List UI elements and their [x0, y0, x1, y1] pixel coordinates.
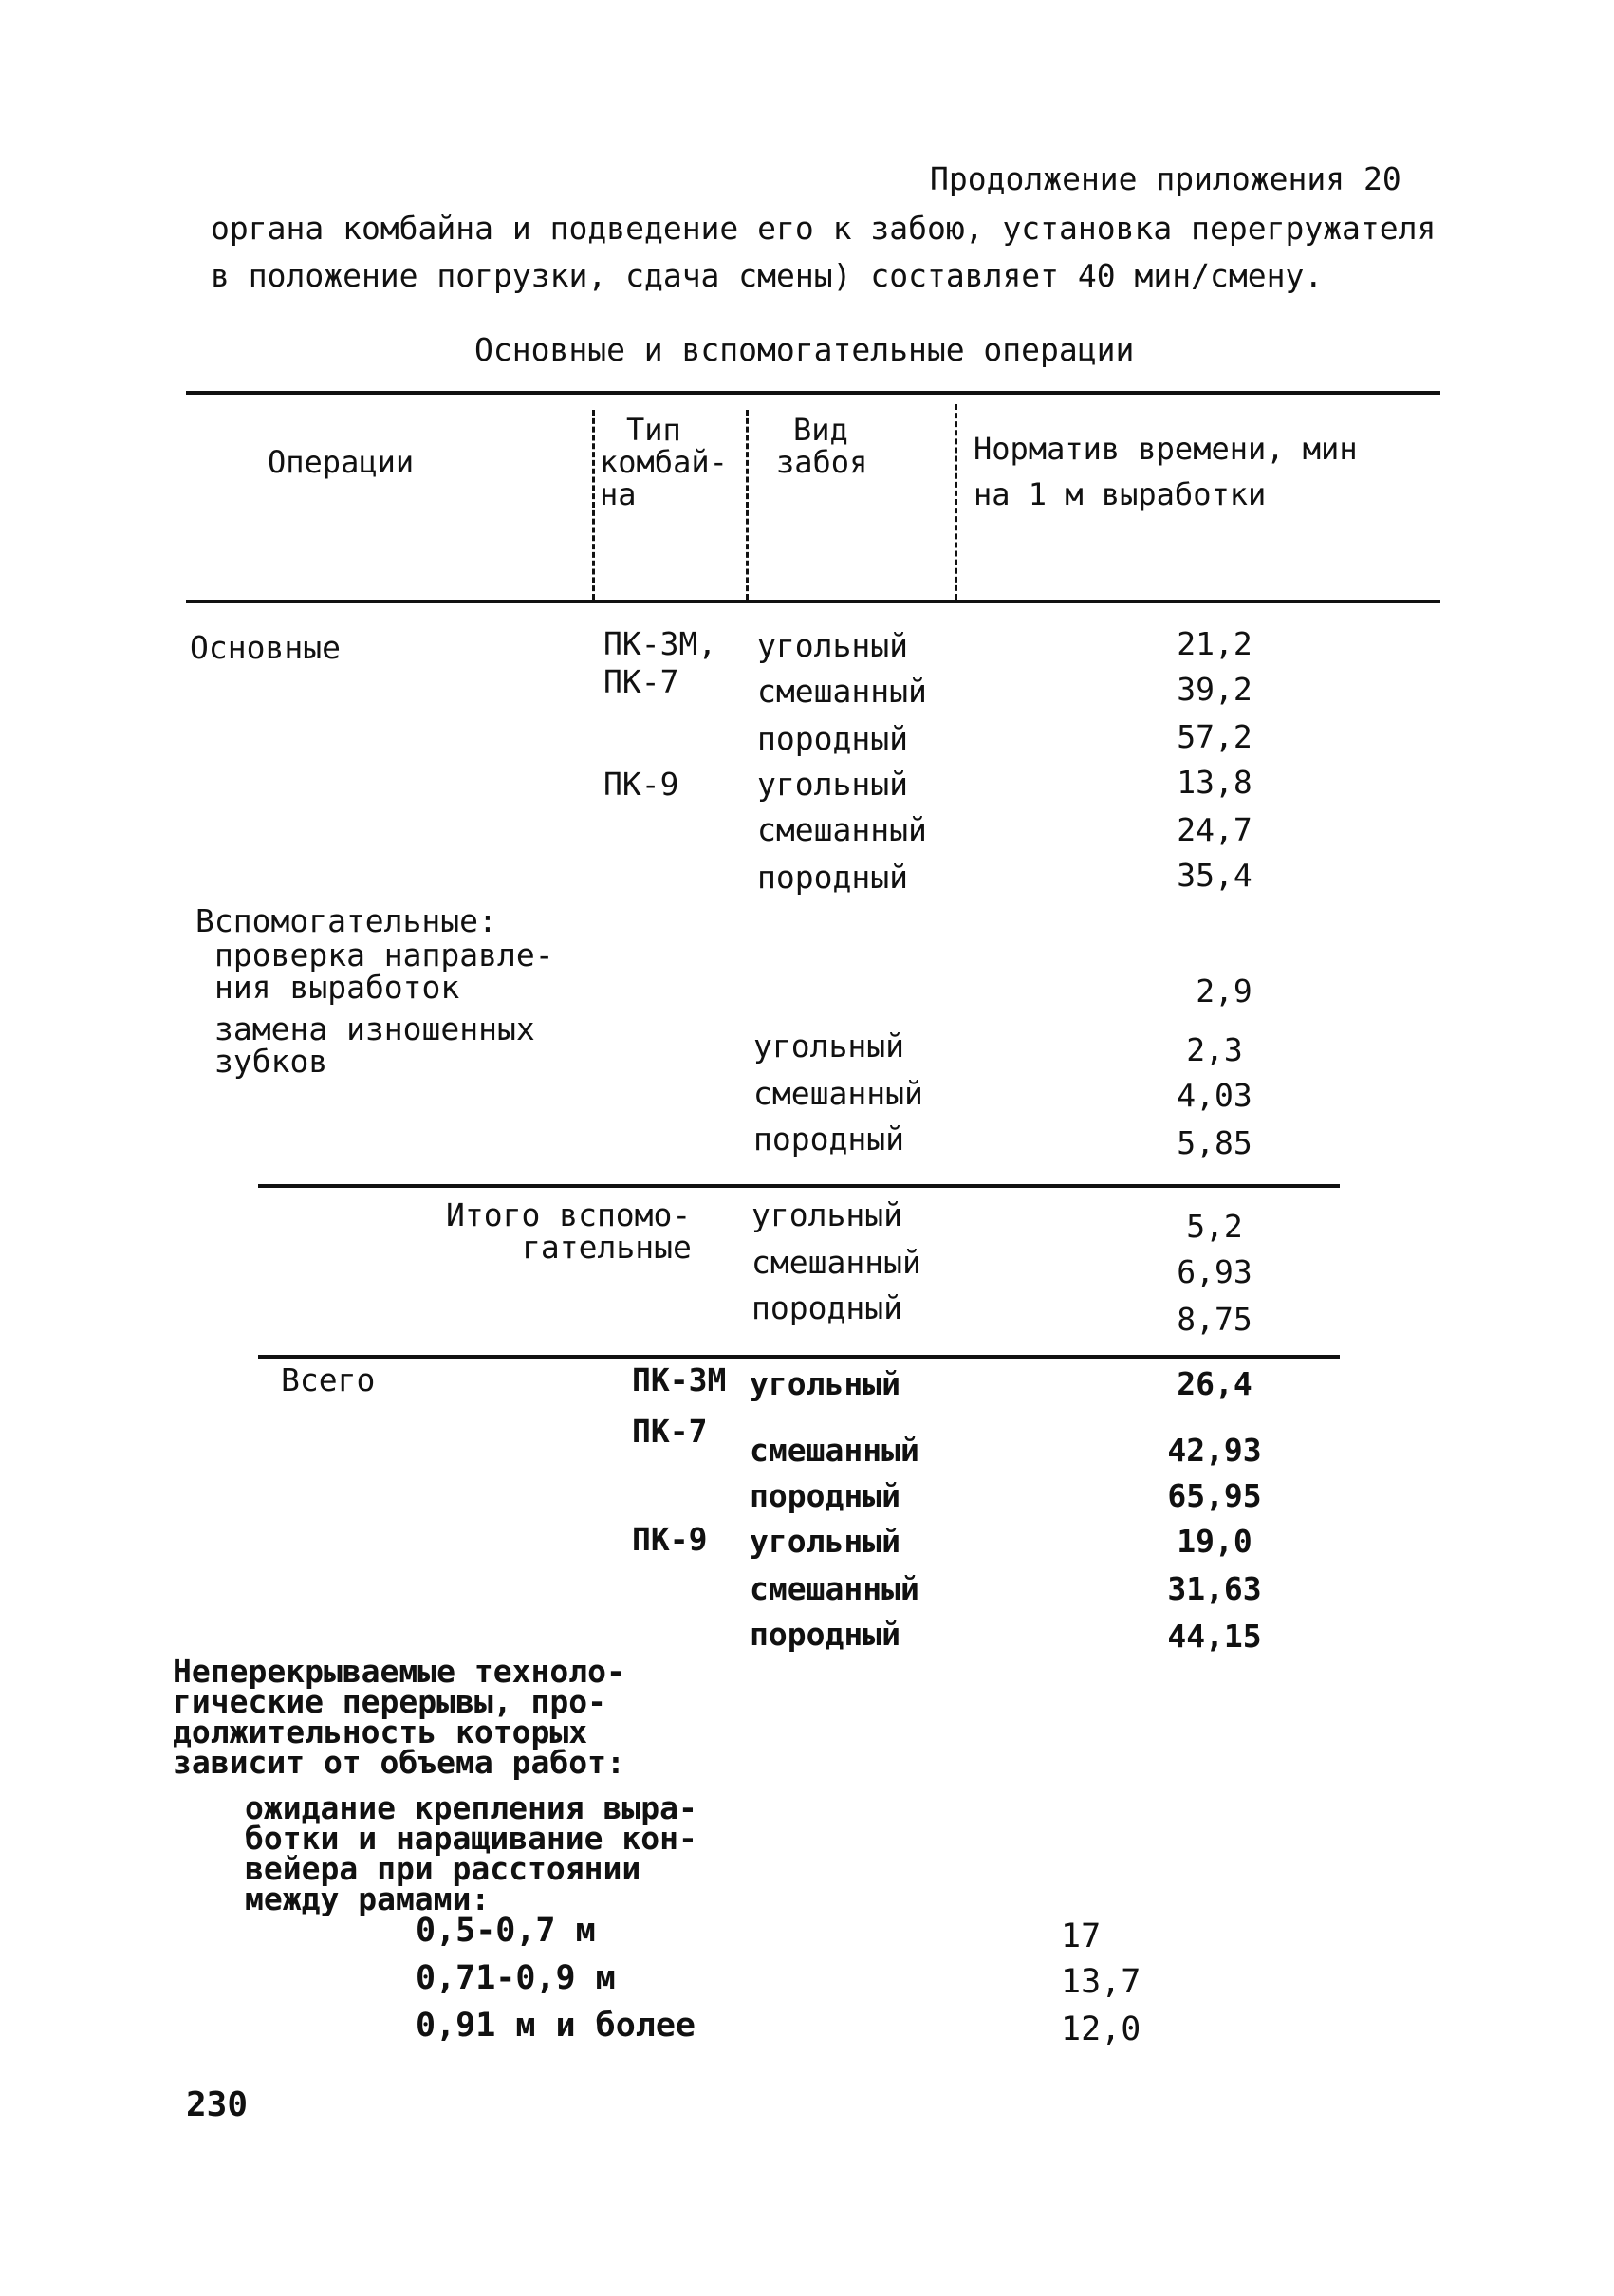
main-value-3: 57,2 [1177, 718, 1252, 755]
main-value-5: 24,7 [1177, 811, 1252, 848]
continuation-note: Продолжение приложения 20 [930, 160, 1401, 197]
main-value-1: 21,2 [1177, 625, 1252, 662]
main-combine-1b: ПК-7 [603, 663, 679, 700]
header-face-1: Вид [793, 412, 848, 448]
aux-teeth-face-3: породный [753, 1120, 904, 1157]
breaks-sub-label-3: вейера при расстоянии [245, 1850, 641, 1887]
grand-combine-2: ПК-9 [632, 1521, 708, 1558]
main-combine-1a: ПК-3М, [603, 625, 717, 662]
grand-value-5: 31,63 [1167, 1570, 1262, 1607]
grand-face-5: смешанный [750, 1570, 919, 1607]
aux-teeth-value-1: 2,3 [1186, 1031, 1243, 1068]
grand-face-3: породный [750, 1477, 900, 1514]
main-value-2: 39,2 [1177, 671, 1252, 708]
breaks-sub-label-2: ботки и наращивание кон- [245, 1820, 697, 1857]
header-combine-3: на [600, 476, 637, 512]
breaks-range-2: 0,71-0,9 м [416, 1959, 616, 1997]
breaks-label-2: гические перерывы, про- [173, 1683, 606, 1720]
aux-operations-label: Вспомогательные: [195, 902, 497, 939]
intro-line-1: органа комбайна и подведение его к забою, установка перегружателя [211, 210, 1437, 247]
main-face-6: породный [757, 859, 908, 896]
breaks-label-3: должительность которых [173, 1713, 588, 1750]
grand-face-2: смешанный [750, 1432, 919, 1469]
breaks-value-2: 13,7 [1061, 1963, 1141, 2001]
aux-total-face-3: породный [751, 1289, 902, 1326]
grand-value-1: 26,4 [1177, 1365, 1252, 1402]
aux-total-value-3: 8,75 [1177, 1301, 1252, 1338]
grand-total-rule [258, 1355, 1340, 1359]
breaks-value-1: 17 [1061, 1917, 1102, 1955]
grand-face-1: угольный [750, 1365, 900, 1402]
aux-total-value-2: 6,93 [1177, 1253, 1252, 1290]
header-separator-2 [746, 410, 749, 600]
grand-value-3: 65,95 [1167, 1477, 1262, 1514]
breaks-sub-label-4: между рамами: [245, 1880, 491, 1917]
aux-teeth-value-3: 5,85 [1177, 1124, 1252, 1161]
aux-teeth-face-2: смешанный [753, 1075, 923, 1112]
breaks-value-3: 12,0 [1061, 2010, 1141, 2048]
header-combine-2: комбай- [600, 444, 728, 480]
header-bottom-rule [186, 600, 1440, 603]
table-top-rule [186, 391, 1440, 395]
aux-check-label-2: ния выработок [214, 969, 460, 1006]
aux-total-rule [258, 1184, 1340, 1188]
main-face-2: смешанный [757, 673, 927, 710]
aux-total-value-1: 5,2 [1186, 1208, 1243, 1245]
main-face-1: угольный [757, 627, 908, 664]
grand-value-6: 44,15 [1167, 1618, 1262, 1655]
aux-teeth-label-1: замена изношенных [214, 1010, 535, 1047]
intro-line-2: в положение погрузки, сдача смены) составляет 40 мин/смену. [211, 257, 1324, 294]
main-combine-2: ПК-9 [603, 766, 679, 803]
breaks-range-3: 0,91 м и более [416, 2007, 696, 2045]
breaks-range-1: 0,5-0,7 м [416, 1912, 596, 1950]
aux-total-face-2: смешанный [751, 1244, 921, 1281]
aux-total-label-2: гательные [522, 1229, 692, 1266]
main-face-3: породный [757, 720, 908, 757]
grand-face-6: породный [750, 1616, 900, 1653]
grand-combine-1b: ПК-7 [632, 1413, 708, 1450]
header-face-2: забоя [776, 444, 868, 480]
main-value-4: 13,8 [1177, 764, 1252, 801]
table-title: Основные и вспомогательные операции [474, 331, 1135, 368]
grand-value-2: 42,93 [1167, 1432, 1262, 1469]
header-separator-3 [955, 404, 957, 600]
main-face-5: смешанный [757, 811, 927, 848]
main-value-6: 35,4 [1177, 857, 1252, 894]
aux-teeth-value-2: 4,03 [1177, 1077, 1252, 1114]
main-face-4: угольный [757, 766, 908, 803]
aux-total-face-1: угольный [751, 1196, 902, 1233]
grand-total-label: Всего [281, 1361, 376, 1398]
header-separator-1 [592, 410, 595, 600]
header-combine-1: Тип [626, 412, 681, 448]
header-norm-1: Норматив времени, мин [974, 431, 1358, 467]
breaks-sub-label-1: ожидание крепления выра- [245, 1789, 697, 1826]
header-operations: Операции [268, 444, 415, 480]
aux-teeth-label-2: зубков [214, 1043, 328, 1080]
page-number: 230 [186, 2085, 249, 2124]
grand-value-4: 19,0 [1177, 1523, 1252, 1560]
grand-combine-1a: ПК-3М [632, 1361, 727, 1398]
aux-teeth-face-1: угольный [753, 1028, 904, 1065]
main-operations-label: Основные [190, 629, 341, 666]
grand-face-4: угольный [750, 1523, 900, 1560]
breaks-label-1: Неперекрываемые техноло- [173, 1653, 625, 1690]
header-norm-2: на 1 м выработки [974, 476, 1267, 512]
aux-check-value: 2,9 [1196, 972, 1252, 1009]
breaks-label-4: зависит от объема работ: [173, 1744, 625, 1781]
aux-total-label-1: Итого вспомо- [446, 1196, 692, 1233]
aux-check-label-1: проверка направле- [214, 936, 554, 973]
